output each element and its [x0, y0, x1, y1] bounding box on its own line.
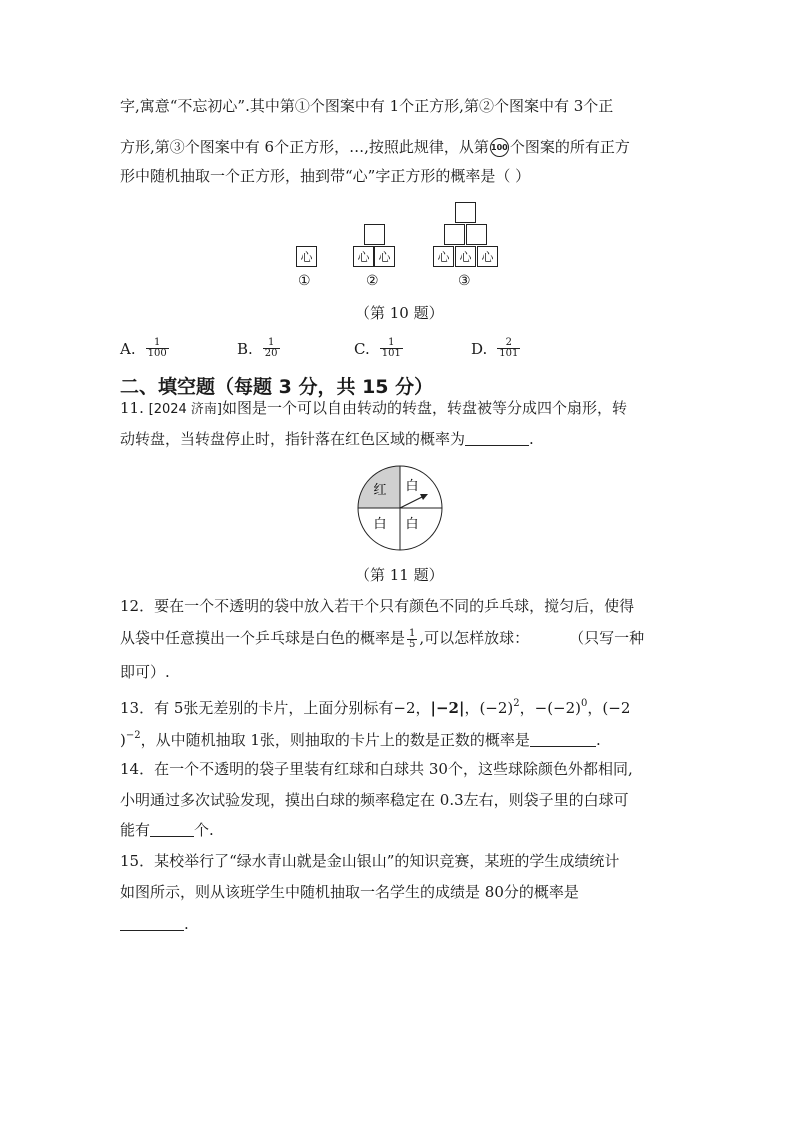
heart-square: 心 — [455, 246, 476, 267]
q15-line-3: . — [120, 914, 189, 934]
q14-line-2: 小明通过多次试验发现，摸出白球的频率稳定在 0.3左右，则袋子里的白球可 — [120, 791, 629, 809]
q14-line-1: 14．在一个不透明的袋子里装有红球和白球共 30个，这些球除颜色外都相同, — [120, 760, 633, 778]
figure-label-3: ③ — [458, 273, 471, 289]
sector-label-white: 白 — [405, 517, 419, 532]
heart-square: 心 — [477, 246, 498, 267]
fraction: $\frac{1}{100}$ — [147, 337, 167, 359]
fraction: $\frac{1}{101}$ — [381, 337, 401, 359]
sector-label-red: 红 — [373, 483, 387, 498]
blank-square — [364, 224, 385, 245]
q15-line-2: 如图所示，则从该班学生中随机抽取一名学生的成绩是 80分的概率是 — [120, 883, 579, 901]
q12-line-2: 从袋中任意摸出一个乒乓球是白色的概率是 $\frac{1}{5}$ ,可以怎样放球： （只写一种 — [120, 627, 645, 650]
pointer-arrow — [400, 496, 424, 508]
q10-line-2: 方形,第③个图案中有 6个正方形，…,按照此规律，从第 100 个图案的所有正方 — [120, 138, 630, 156]
figure-label-2: ② — [366, 273, 379, 289]
q10-line-3: 形中随机抽取一个正方形，抽到带“心”字正方形的概率是（ ） — [120, 167, 531, 185]
q10-line-1: 字,寓意“不忘初心”.其中第①个图案中有 1个正方形,第②个图案中有 3个正 — [120, 97, 614, 115]
q10-caption: （第 10 题） — [355, 304, 444, 322]
source-tag: [2024 济南] — [148, 402, 223, 417]
fraction: $\frac{2}{101}$ — [499, 337, 519, 359]
spinner-diagram — [350, 464, 450, 554]
sector-label-white: 白 — [373, 517, 387, 532]
q12-line-1: 12．要在一个不透明的袋中放入若干个只有颜色不同的乒乓球，搅匀后，使得 — [120, 597, 635, 615]
heart-square: 心 — [353, 246, 374, 267]
option-a[interactable]: A. $\frac{1}{100}$ — [120, 337, 167, 359]
q13-line-2: )$^{-2}$，从中随机抽取 1张，则抽取的卡片上的数是正数的概率是 . — [120, 730, 601, 749]
option-c[interactable]: C. $\frac{1}{101}$ — [354, 337, 401, 359]
q11-line-1: 11. [2024 济南]如图是一个可以自由转动的转盘，转盘被等分成四个扇形，转 — [120, 399, 628, 417]
q15-line-1: 15．某校举行了“绿水青山就是金山银山”的知识竞赛，某班的学生成绩统计 — [120, 852, 620, 870]
heart-square: 心 — [374, 246, 395, 267]
q11-line-2: 动转盘，当转盘停止时，指针落在红色区域的概率为 . — [120, 430, 534, 448]
q14-line-3: 能有 个. — [120, 821, 214, 839]
heart-square: 心 — [296, 246, 317, 267]
q11-caption: （第 11 题） — [355, 566, 444, 584]
answer-blank[interactable] — [530, 732, 596, 747]
figure-label-1: ① — [298, 273, 311, 289]
option-d[interactable]: D. $\frac{2}{101}$ — [471, 337, 519, 359]
answer-blank[interactable] — [150, 822, 194, 837]
fraction: $\frac{1}{5}$ — [409, 627, 416, 650]
blank-square — [466, 224, 487, 245]
answer-blank[interactable] — [120, 916, 184, 931]
section-title: 二、填空题（每题 3 分，共 15 分） — [120, 376, 434, 398]
q13-line-1: 13．有 5张无差别的卡片，上面分别标有−2，|−2|，$(-2)^2$，$-(-2)^0$，(−2 — [120, 698, 631, 717]
q12-line-3: 即可）. — [120, 663, 170, 681]
heart-square: 心 — [433, 246, 454, 267]
blank-square — [455, 202, 476, 223]
circled-number-100: 100 — [490, 138, 509, 157]
fraction: $\frac{1}{20}$ — [264, 337, 278, 359]
option-b[interactable]: B. $\frac{1}{20}$ — [237, 337, 278, 359]
sector-label-white: 白 — [405, 479, 419, 494]
blank-square — [444, 224, 465, 245]
answer-blank[interactable] — [465, 431, 529, 446]
